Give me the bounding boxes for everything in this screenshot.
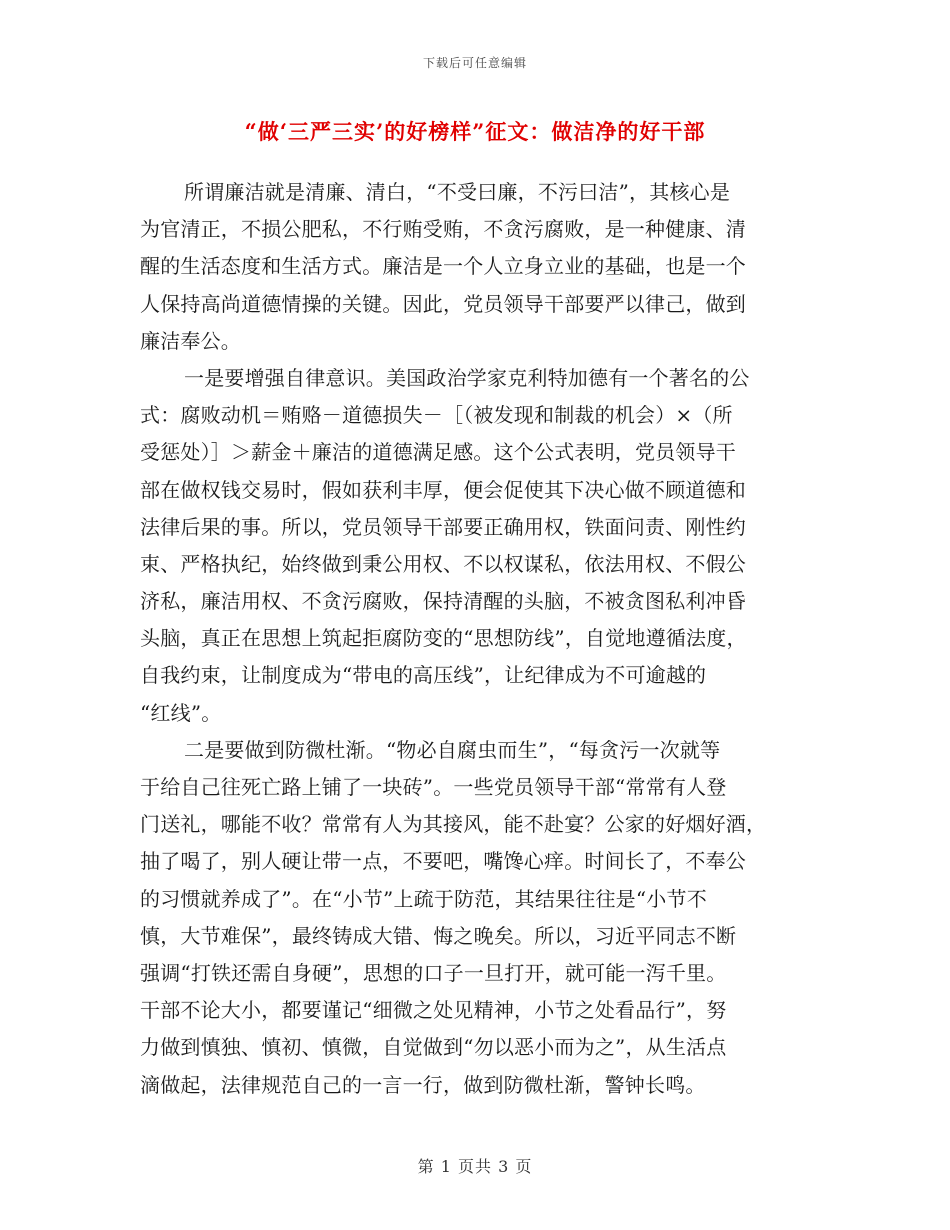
text-line: 门送礼，哪能不收？常常有人为其接风，能不赴宴？公家的好烟好酒，: [140, 812, 767, 837]
text-line: “红线”。: [140, 700, 222, 725]
paragraph-self-discipline: [140, 360, 808, 732]
text-line: 所谓廉洁就是清廉、清白，“不受曰廉，不污曰洁”，其核心是: [184, 180, 731, 204]
text-line: 于给自己往死亡路上铺了一块砖”。一些党员领导干部“常常有人登: [140, 775, 727, 799]
text-line: 干部不论大小，都要谨记“细微之处见精神，小节之处看品行”，努: [140, 998, 727, 1023]
text-line: 自我约束，让制度成为“带电的高压线”，让纪律成为不可逾越的: [140, 663, 707, 688]
text-line: 济私，廉洁用权、不贪污腐败，保持清醒的头脑，不被贪图私利冲昏: [140, 589, 746, 614]
text-line: 人保持高尚道德情操的关键。因此，党员领导干部要严以律己，做到: [140, 291, 746, 316]
text-line: 部在做权钱交易时，假如获利丰厚，便会促使其下决心做不顾道德和: [140, 477, 746, 502]
text-line: 廉洁奉公。: [140, 328, 241, 353]
text-line: 滴做起，法律规范自己的一言一行，做到防微杜渐，警钟长鸣。: [140, 1072, 706, 1097]
text-line: 的习惯就养成了”。在“小节”上疏于防范，其结果往往是“小节不: [140, 886, 707, 911]
paragraph-prevention: [140, 732, 808, 1104]
document-body: [140, 174, 808, 1104]
text-line: 醒的生活态度和生活方式。廉洁是一个人立身立业的基础，也是一个: [140, 254, 746, 279]
text-line: 二是要做到防微杜渐。“物必自腐虫而生”，“每贪污一次就等: [184, 737, 721, 762]
text-line: 抽了喝了，别人硬让带一点，不要吧，嘴馋心痒。时间长了，不奉公: [140, 849, 746, 874]
page-header: 下载后可任意编辑: [422, 56, 527, 70]
page-number: 第 1 页共 3 页: [417, 1157, 533, 1176]
text-line: 束、严格执纪，始终做到秉公用权、不以权谋私，依法用权、不假公: [140, 551, 746, 576]
text-line: 强调“打铁还需自身硬”，思想的口子一旦打开，就可能一泻千里。: [140, 960, 727, 985]
text-line: 法律后果的事。所以，党员领导干部要正确用权，铁面问责、刚性约: [140, 514, 746, 539]
text-line: 慎，大节难保”，最终铸成大错、悔之晚矣。所以，习近平同志不断: [140, 923, 737, 948]
text-line: 头脑，真正在思想上筑起拒腐防变的“思想防线”，自觉地遵循法度，: [140, 626, 747, 651]
document-title: “做‘三严三实’的好榜样”征文：做洁净的好干部: [244, 119, 706, 144]
text-line: 一是要增强自律意识。美国政治学家克利特加德有一个著名的公: [184, 365, 750, 390]
paragraph-intro: [140, 174, 808, 360]
text-line: 为官清正，不损公肥私，不行贿受贿，不贪污腐败，是一种健康、清: [140, 217, 746, 242]
text-line: 力做到慎独、慎初、慎微，自觉做到“勿以恶小而为之”，从生活点: [140, 1035, 727, 1060]
text-line: 受惩处）］＞薪金＋廉洁的道德满足感。这个公式表明，党员领导干: [140, 440, 736, 465]
text-line: 式：腐败动机＝贿赂－道德损失－［（被发现和制裁的机会）×（所: [140, 403, 733, 428]
